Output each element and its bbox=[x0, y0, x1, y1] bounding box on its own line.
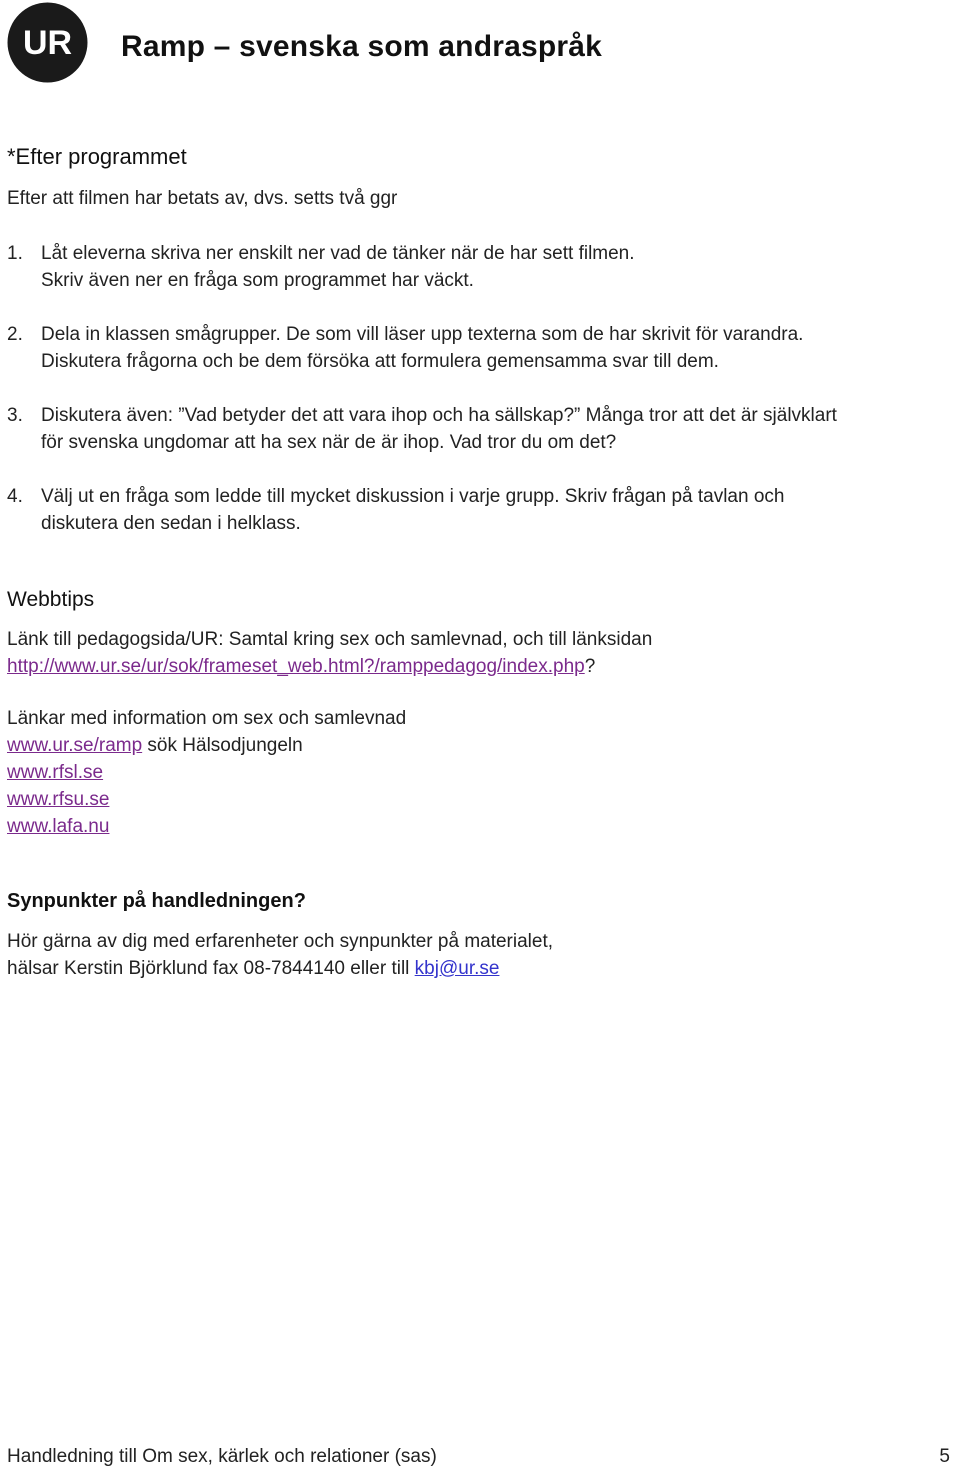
ramp-suffix: sök Hälsodjungeln bbox=[142, 735, 303, 756]
step-number: 4. bbox=[7, 486, 23, 507]
step-number: 1. bbox=[7, 243, 23, 264]
footer-doc-title: Handledning till Om sex, kärlek och relationer (sas) bbox=[7, 1446, 437, 1467]
lafa-link[interactable]: www.lafa.nu bbox=[7, 816, 110, 837]
after-program-intro: Efter att filmen har betats av, dvs. setts två ggr bbox=[7, 188, 398, 209]
step-item bbox=[7, 402, 952, 456]
links-block bbox=[7, 705, 950, 840]
step-number: 3. bbox=[7, 405, 23, 426]
feedback-heading: Synpunkter på handledningen? bbox=[7, 890, 306, 912]
links-intro: Länkar med information om sex och samlevnad bbox=[7, 708, 407, 729]
step-item bbox=[7, 483, 952, 537]
step-line: Skriv även ner en fråga som programmet har väckt. bbox=[41, 270, 474, 291]
feedback-text bbox=[7, 928, 950, 982]
step-line: Diskutera även: ”Vad betyder det att vara ihop och ha sällskap?” Många tror att det är självklart bbox=[41, 405, 837, 426]
feedback-line-1: Hör gärna av dig med erfarenheter och synpunkter på materialet, bbox=[7, 931, 554, 952]
webbtips-heading: Webbtips bbox=[7, 588, 95, 611]
step-line: Låt eleverna skriva ner enskilt ner vad de tänker när de har sett filmen. bbox=[41, 243, 635, 264]
after-program-heading: *Efter programmet bbox=[7, 144, 187, 169]
pedagog-link[interactable]: http://www.ur.se/ur/sok/frameset_web.html?/ramppedagog/index.php bbox=[7, 656, 585, 677]
step-line: Välj ut en fråga som ledde till mycket diskussion i varje grupp. Skriv frågan på tavlan och bbox=[41, 486, 785, 507]
ramp-link[interactable]: www.ur.se/ramp bbox=[7, 735, 143, 756]
page-title: Ramp – svenska som andraspråk bbox=[121, 30, 603, 63]
pedagog-description: Länk till pedagogsida/UR: Samtal kring sex och samlevnad, och till länksidan bbox=[7, 629, 653, 650]
page-footer bbox=[7, 1446, 950, 1468]
discussion-steps bbox=[7, 240, 952, 564]
step-line: Dela in klassen smågrupper. De som vill läser upp texterna som de har skrivit för varandra. bbox=[41, 324, 804, 345]
step-line: diskutera den sedan i helklass. bbox=[41, 513, 301, 534]
logo-text: UR bbox=[22, 24, 73, 62]
step-line: för svenska ungdomar att ha sex när de är ihop. Vad tror du om det? bbox=[41, 432, 617, 453]
step-number: 2. bbox=[7, 324, 23, 345]
email-link[interactable]: kbj@ur.se bbox=[414, 958, 500, 979]
step-item bbox=[7, 321, 952, 375]
rfsu-link[interactable]: www.rfsu.se bbox=[7, 789, 110, 810]
feedback-line-2: hälsar Kerstin Björklund fax 08-7844140 eller till bbox=[7, 958, 415, 979]
ur-logo bbox=[7, 2, 88, 83]
step-item bbox=[7, 240, 952, 294]
pedagog-suffix: ? bbox=[584, 656, 596, 677]
step-line: Diskutera frågorna och be dem försöka att formulera gemensamma svar till dem. bbox=[41, 351, 719, 372]
page-number: 5 bbox=[939, 1446, 950, 1467]
rfsl-link[interactable]: www.rfsl.se bbox=[7, 762, 104, 783]
pedagog-text bbox=[7, 626, 950, 680]
